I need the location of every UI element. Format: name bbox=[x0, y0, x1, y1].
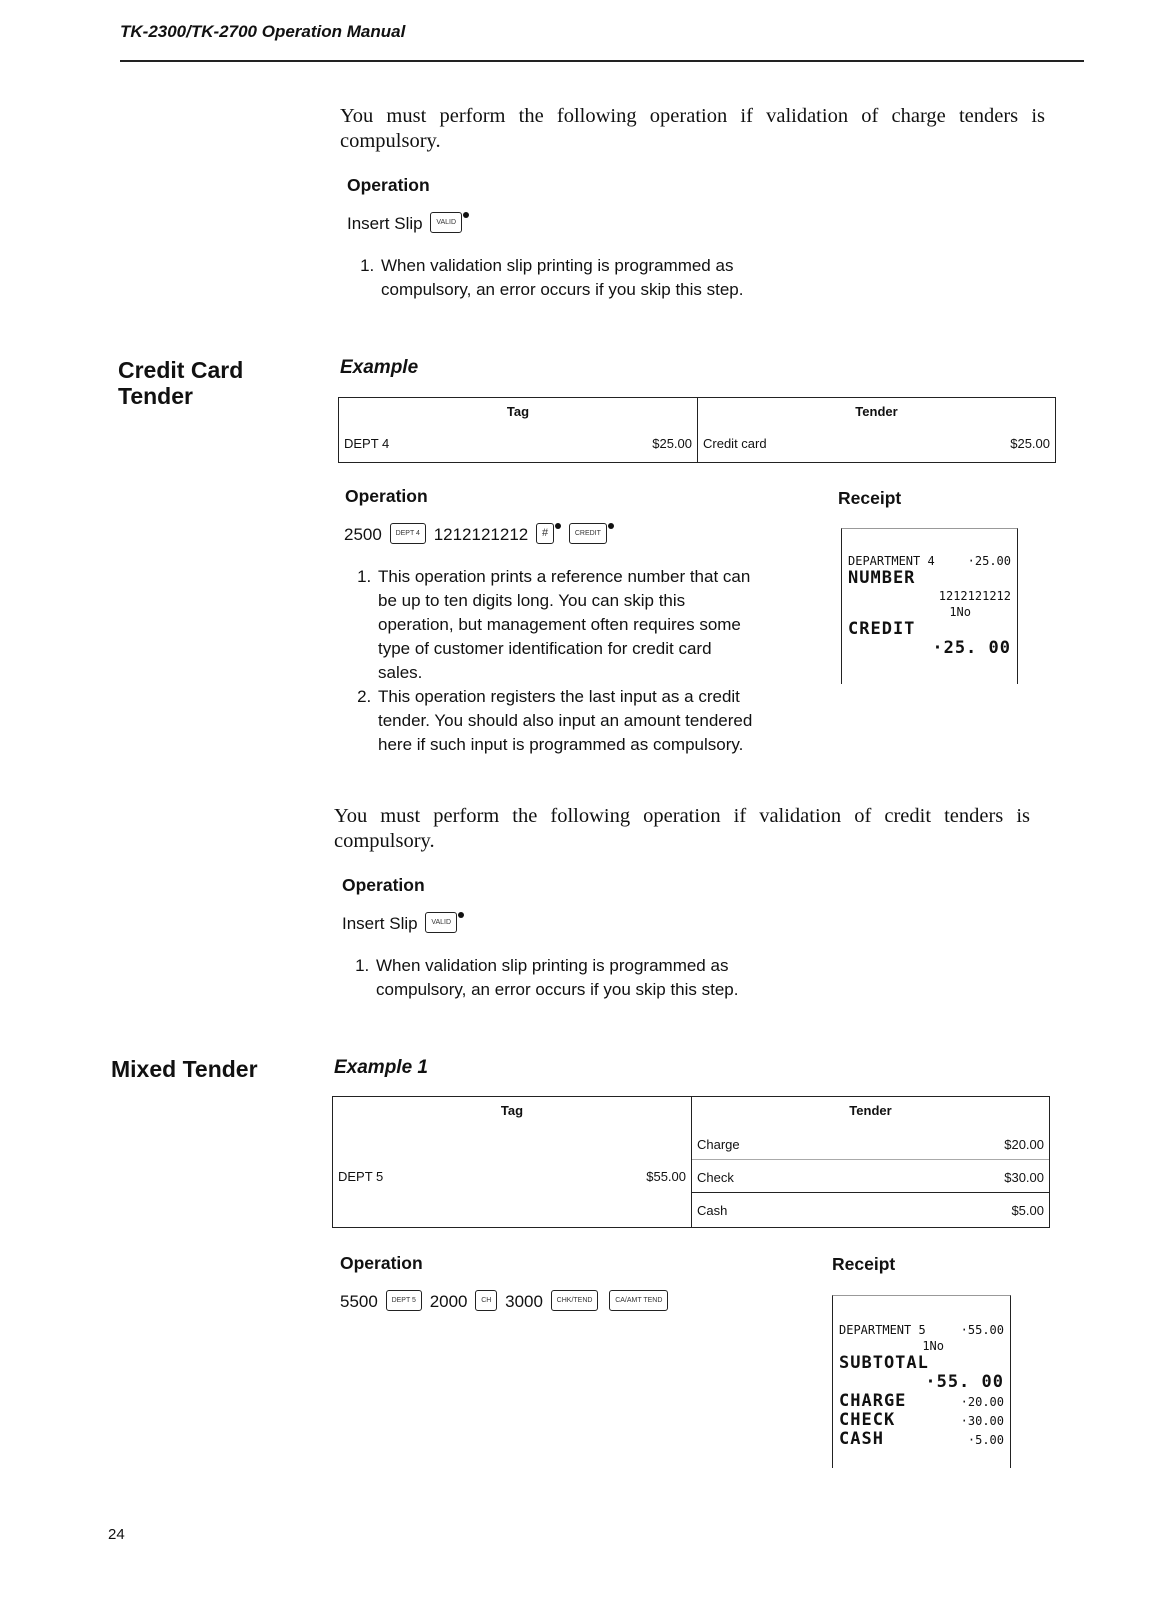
section-title-line: Credit Card bbox=[118, 357, 244, 383]
receipt-line bbox=[848, 553, 1011, 569]
tender-item: Cash bbox=[697, 1203, 728, 1218]
mixed-example-table bbox=[332, 1096, 1050, 1228]
receipt-credit-amount: ·25. 00 bbox=[932, 638, 1011, 658]
key-sequence bbox=[344, 525, 614, 546]
insert-slip-label: Insert Slip bbox=[347, 214, 423, 233]
step-marker-icon bbox=[608, 523, 614, 529]
receipt-credit bbox=[841, 528, 1018, 684]
tender-item: Credit card bbox=[703, 436, 767, 451]
dept-key-icon: DEPT 4 bbox=[390, 523, 426, 544]
receipt-dept-label: DEPARTMENT 5 bbox=[839, 1323, 926, 1337]
receipt-subtotal-amount: ·55. 00 bbox=[925, 1372, 1004, 1392]
receipt-line bbox=[839, 1430, 1004, 1449]
step-marker-icon bbox=[463, 212, 469, 218]
tender-amount: $25.00 bbox=[1010, 436, 1050, 451]
credit-example-table bbox=[338, 397, 1056, 463]
note-item: 2. This operation registers the last input as a credit tender. You should also input an amount tendered here if such input is programmed as compulsory. bbox=[376, 685, 756, 757]
intro-paragraph-charge: You must perform the following operation if validation of charge tenders is compulsory. bbox=[340, 105, 1045, 152]
note-item: 1. When validation slip printing is programmed as compulsory, an error occurs if you skip this step. bbox=[374, 954, 754, 1002]
tag-header: Tag bbox=[500, 1103, 524, 1118]
section-title-credit-card bbox=[118, 357, 243, 409]
receipt-line bbox=[839, 1392, 1004, 1411]
header-rule bbox=[120, 60, 1084, 62]
tag-item: DEPT 5 bbox=[338, 1169, 384, 1184]
tender-amount: $30.00 bbox=[1004, 1170, 1044, 1185]
tag-item: DEPT 4 bbox=[344, 436, 390, 451]
receipt-number-label: NUMBER bbox=[848, 568, 916, 588]
receipt-credit-label: CREDIT bbox=[848, 619, 916, 639]
table-row bbox=[698, 436, 1055, 451]
receipt-tender-amount: ·30.00 bbox=[960, 1414, 1004, 1428]
operation-heading: Operation bbox=[345, 486, 428, 506]
valid-key-icon: VALID bbox=[430, 212, 462, 233]
receipt-tender-label: CHECK bbox=[839, 1410, 896, 1430]
check-tend-key-icon: CHK/TEND bbox=[551, 1290, 599, 1311]
entry-value: 5500 bbox=[340, 1292, 378, 1311]
operation-notes bbox=[347, 254, 759, 302]
step-marker-icon bbox=[458, 912, 464, 918]
receipt-dept-amount: ·55.00 bbox=[960, 1323, 1004, 1337]
entry-value: 2000 bbox=[429, 1292, 468, 1311]
section-title-line: Tender bbox=[118, 383, 193, 409]
tag-header: Tag bbox=[506, 404, 530, 419]
note-item: 1. This operation prints a reference number that can be up to ten digits long. You can skip this operation, but management often requires some type of customer identification for credit card sales. bbox=[376, 565, 756, 685]
credit-key-icon: CREDIT bbox=[569, 523, 607, 544]
tender-amount: $20.00 bbox=[1004, 1137, 1044, 1152]
receipt-tender-amount: ·5.00 bbox=[967, 1433, 1004, 1447]
example-heading: Example 1 bbox=[334, 1057, 428, 1078]
tender-header: Tender bbox=[849, 1103, 892, 1118]
tender-cell bbox=[698, 398, 1056, 463]
operation-heading: Operation bbox=[340, 1253, 423, 1273]
insert-slip-line bbox=[342, 914, 464, 935]
insert-slip-label: Insert Slip bbox=[342, 914, 418, 933]
receipt-dept-label: DEPARTMENT 4 bbox=[848, 554, 935, 568]
table-row bbox=[692, 1159, 1049, 1192]
key-sequence bbox=[340, 1292, 671, 1313]
tag-cell bbox=[333, 1097, 692, 1228]
table-row bbox=[339, 436, 697, 451]
operation-heading: Operation bbox=[342, 875, 425, 895]
entry-value: 2500 bbox=[344, 525, 382, 544]
tender-item: Check bbox=[697, 1170, 734, 1185]
table-row bbox=[692, 1137, 1049, 1159]
table-row bbox=[692, 1192, 1049, 1218]
receipt-quantity: 1No bbox=[922, 1339, 944, 1353]
operation-notes bbox=[344, 565, 756, 757]
dept-key-icon: DEPT 5 bbox=[386, 1290, 422, 1311]
number-key-icon: # bbox=[536, 523, 554, 544]
receipt-tender-label: CASH bbox=[839, 1429, 884, 1449]
operation-notes bbox=[342, 954, 754, 1002]
manual-title: TK-2300/TK-2700 Operation Manual bbox=[120, 22, 406, 41]
charge-key-icon: CH bbox=[475, 1290, 497, 1311]
page-number: 24 bbox=[108, 1526, 125, 1543]
tender-item: Charge bbox=[697, 1137, 740, 1152]
tender-header: Tender bbox=[855, 404, 898, 419]
receipt-tender-label: CHARGE bbox=[839, 1391, 907, 1411]
example-heading: Example bbox=[340, 357, 419, 378]
tender-amount: $5.00 bbox=[1011, 1203, 1044, 1218]
receipt-line bbox=[839, 1411, 1004, 1430]
receipt-tender-amount: ·20.00 bbox=[960, 1395, 1004, 1409]
entry-value: 3000 bbox=[505, 1292, 543, 1311]
step-marker-icon bbox=[555, 523, 561, 529]
receipt-heading: Receipt bbox=[832, 1254, 896, 1274]
receipt-subtotal-label: SUBTOTAL bbox=[839, 1353, 929, 1373]
intro-paragraph-credit: You must perform the following operation if validation of credit tenders is compulsory. bbox=[334, 805, 1030, 852]
table-row bbox=[333, 1169, 691, 1184]
tag-cell bbox=[339, 398, 698, 463]
insert-slip-line bbox=[347, 214, 469, 235]
valid-key-icon: VALID bbox=[425, 912, 457, 933]
note-item: 1. When validation slip printing is programmed as compulsory, an error occurs if you skip this step. bbox=[379, 254, 759, 302]
operation-heading: Operation bbox=[347, 175, 430, 195]
tag-amount: $25.00 bbox=[652, 436, 692, 451]
entry-value: 1212121212 bbox=[433, 525, 529, 544]
tender-cell bbox=[692, 1097, 1050, 1228]
receipt-mixed bbox=[832, 1295, 1011, 1468]
receipt-reference-number: 1212121212 bbox=[938, 589, 1011, 603]
tag-amount: $55.00 bbox=[646, 1169, 686, 1184]
receipt-heading: Receipt bbox=[838, 488, 902, 508]
receipt-dept-amount: ·25.00 bbox=[967, 554, 1011, 568]
cash-amt-tend-key-icon: CA/AMT TEND bbox=[609, 1290, 668, 1311]
receipt-quantity: 1No bbox=[949, 605, 971, 619]
section-title-mixed-tender: Mixed Tender bbox=[111, 1056, 258, 1082]
receipt-line bbox=[839, 1322, 1004, 1338]
